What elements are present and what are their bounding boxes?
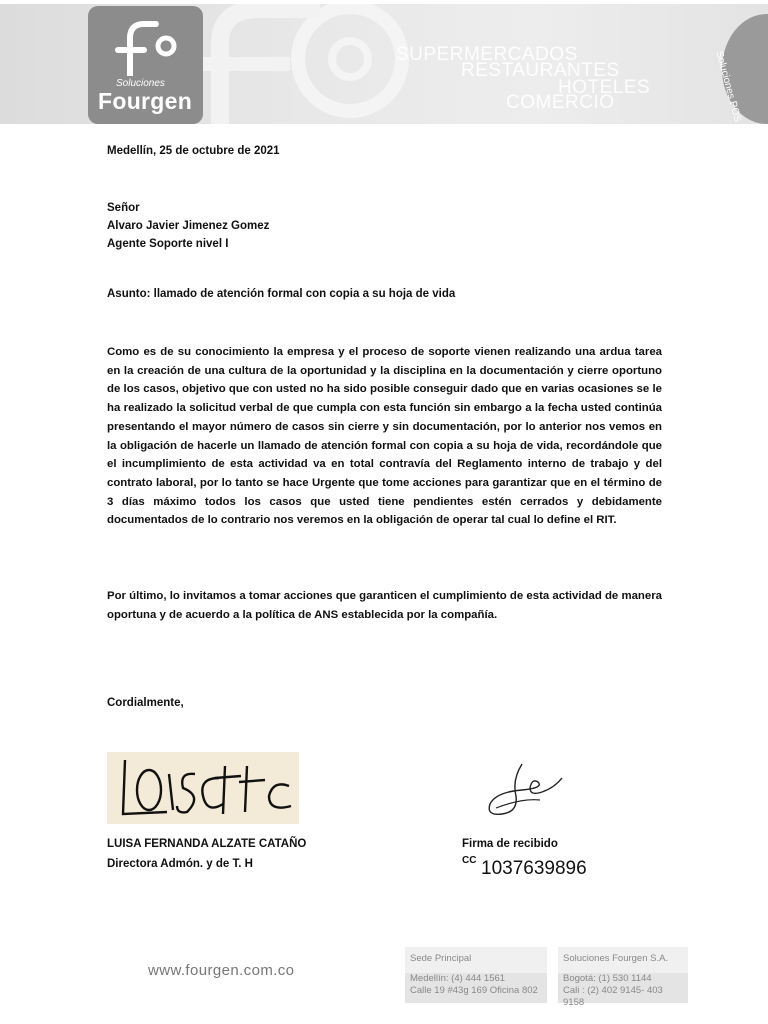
- recipient-salutation: Señor: [107, 202, 140, 214]
- cc-number: 1037639896: [481, 858, 587, 879]
- paragraph-1-end: en la documentación y cierre oportuno de los casos, objetivo que con usted no ha sido posible conseguir dado que en varias ocasiones se le ha realizado la solicitud verbal de que cumpla con esta función sin embargo a la fecha usted continúa presentando el mayor número de casos sin cierre y sin documentación, por lo anterior nos vemos en la obligación de hacerle un llamado de atención formal con copia a su hoja de vida, recordándole que el incumplimiento de esta actividad va en total contravía del Reglamento interno de trabajo y del contrato laboral, por lo tanto se hace Urgente que tome acciones para garantizar que en el término de 3 días máximo todos los casos que usted tiene pendientes estén cerrados y debidamente documentados de lo contrario nos veremos en la obligación de operar tal cual lo define el RIT.: [107, 364, 663, 527]
- letterhead-banner: [0, 4, 768, 124]
- footer-office-main-title: Sede Principal: [405, 947, 547, 973]
- pos-badge-label: Soluciones POS: [713, 50, 743, 124]
- logo-subtitle: Soluciones: [116, 78, 165, 89]
- subject-line: Asunto: llamado de atención formal con copia a su hoja de vida: [107, 288, 456, 300]
- company-website: www.fourgen.com.co: [148, 962, 295, 979]
- footer-office-main-phone: Medellín: (4) 444 1561: [410, 973, 506, 984]
- handwritten-signature-icon: [107, 752, 299, 824]
- fourgen-logo: [88, 6, 203, 124]
- footer-office-main-address: Calle 19 #43g 169 Oficina 802: [410, 985, 538, 996]
- banner-word-restaurantes: RESTAURANTES: [461, 60, 620, 81]
- receiver-signature-icon: [482, 760, 572, 820]
- cc-label: CC: [462, 855, 477, 866]
- banner-word-supermercados: SUPERMERCADOS: [396, 44, 578, 65]
- sender-name: LUISA FERNANDA ALZATE CATAÑO: [107, 838, 307, 850]
- fourgen-logo-mark-icon: [104, 16, 184, 76]
- logo-wordmark: Fourgen: [98, 88, 193, 114]
- body-paragraph-2: Por último, lo invitamos a tomar acciones que garanticen el cumplimiento de esta actividad de manera oportuna y de acuerdo a la política de ANS establecida por la compañía.: [107, 590, 662, 621]
- recipient-name: Alvaro Javier Jimenez Gomez: [107, 220, 270, 232]
- paragraph-1-emphasis: oportunidad y la disciplina: [300, 364, 446, 377]
- body-paragraph-1: [107, 343, 662, 530]
- date-line: Medellín, 25 de octubre de 2021: [107, 145, 280, 157]
- sender-title: Directora Admón. y de T. H: [107, 858, 253, 870]
- footer-office-company-bogota: Bogotá: (1) 530 1144: [563, 973, 652, 984]
- closing: Cordialmente,: [107, 697, 184, 709]
- receipt-signature-label: Firma de recibido: [462, 838, 558, 850]
- banner-word-comercio: COMERCIO: [506, 92, 615, 113]
- footer-office-company-title: Soluciones Fourgen S.A.: [558, 947, 688, 973]
- recipient-role: Agente Soporte nivel I: [107, 238, 229, 250]
- paragraph-1-start: Como es de su conocimiento la empresa y el proceso de soporte vienen realizando una ardua tarea en la creación de una cultura de la: [107, 346, 662, 377]
- banner-word-hoteles: HOTELES: [558, 77, 651, 98]
- footer-office-main: [405, 947, 547, 1003]
- footer-office-company-cali: Cali : (2) 402 9145- 403 9158: [563, 985, 663, 1008]
- footer-office-company: [558, 947, 688, 1008]
- sender-signature-image: [107, 752, 299, 824]
